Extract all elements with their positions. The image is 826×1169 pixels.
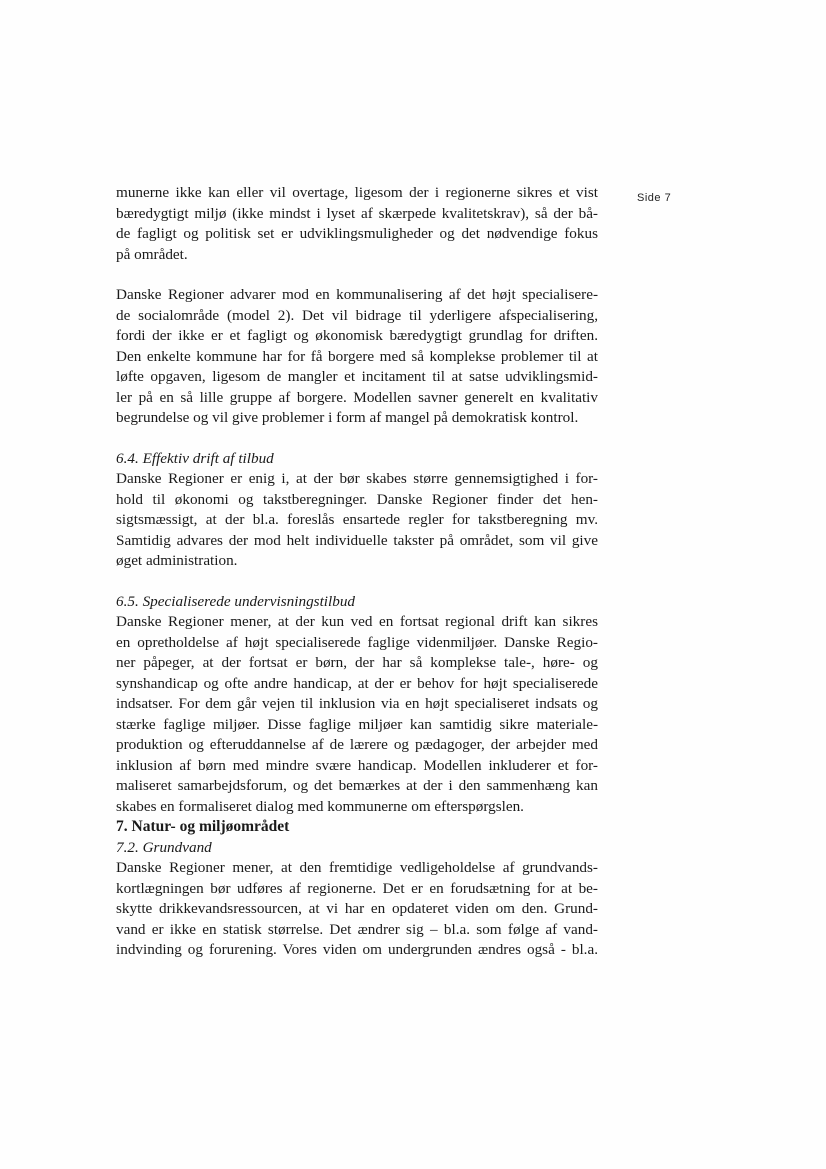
subheading-7-2: 7.2. Grundvand: [116, 838, 212, 856]
paragraph-undervisningstilbud: [116, 612, 598, 817]
text-line: indvinding og forurening. Vores viden om undergrunden ændres også - bl.a.: [116, 941, 598, 958]
text-line: de fagligt og politisk set er udviklingsmuligheder og det nødvendige fokus: [116, 225, 598, 242]
text-line: Den enkelte kommune har for få borgere med så komplekse problemer til at: [116, 347, 598, 365]
text-line: Samtidig advares der mod helt individuelle takster på området, som vil give: [116, 531, 598, 549]
paragraph-intro-continuation: [116, 183, 598, 265]
text-line: Danske Regioner advarer mod en kommunalisering af det højt specialisere-: [116, 286, 598, 303]
text-line: indsatser. For dem går vejen til inklusion via en højt specialiseret indsats og: [116, 695, 598, 712]
text-line: begrundelse og vil give problemer i form af mangel på demokratisk kontrol.: [116, 409, 579, 426]
text-line: en opretholdelse af højt specialiserede faglige videnmiljøer. Danske Regio-: [116, 633, 598, 651]
text-line: munerne ikke kan eller vil overtage, ligesom der i regionerne sikres et vist: [116, 184, 598, 201]
text-line: løfte opgaven, ligesom de mangler et incitament til at satse udviklingsmid-: [116, 368, 598, 385]
text-line: bæredygtigt miljø (ikke mindst i lyset af skærpede kvalitetskrav), så der bå-: [116, 204, 598, 222]
text-line: produktion og efteruddannelse af de lærere og pædagoger, der arbejder med: [116, 736, 598, 753]
subheading-6-5: 6.5. Specialiserede undervisningstilbud: [116, 592, 356, 610]
text-line: ner påpeger, at der fortsat er børn, der har så komplekse tale-, høre- og: [116, 654, 598, 671]
text-line: skabes en formaliseret dialog med kommunerne om efterspørgslen.: [116, 797, 524, 815]
page-number: Side 7: [637, 192, 672, 204]
text-line: stærke faglige miljøer. Disse faglige miljøer kan samtidig sikre materiale-: [116, 715, 598, 733]
text-column: [116, 183, 598, 961]
text-line: Danske Regioner mener, at den fremtidige vedligeholdelse af grundvands-: [116, 859, 598, 876]
subheading-6-4: 6.4. Effektiv drift af tilbud: [116, 449, 274, 467]
text-line: synshandicap og ofte andre handicap, at der er behov for højt specialiserede: [116, 674, 598, 692]
text-line: inklusion af børn med mindre svære handicap. Modellen inkluderer et for-: [116, 756, 598, 774]
text-line: fordi der ikke er et fagligt og økonomisk bæredygtigt grundlag for driften.: [116, 327, 598, 344]
text-line: ler på en så lille gruppe af borgere. Modellen savner generelt en kvalitativ: [116, 388, 598, 406]
section-heading-7: 7. Natur- og miljøområdet: [116, 818, 290, 835]
text-line: på området.: [116, 245, 188, 263]
text-line: Danske Regioner mener, at der kun ved en fortsat regional drift kan sikres: [116, 613, 598, 630]
text-line: sigtsmæssigt, at der bl.a. foreslås ensartede regler for takstberegning mv.: [116, 511, 598, 528]
paragraph-effektiv-drift: [116, 469, 598, 572]
paragraph-grundvand: [116, 858, 598, 961]
text-line: vand er ikke en statisk størrelse. Det ændrer sig – bl.a. som følge af vand-: [116, 920, 598, 938]
paragraph-kommunalisering: [116, 285, 598, 429]
text-line: øget administration.: [116, 552, 238, 569]
text-line: hold til økonomi og takstberegninger. Danske Regioner finder det hen-: [116, 490, 598, 508]
text-line: skytte drikkevandsressourcen, at vi har en opdateret viden om den. Grund-: [116, 900, 598, 917]
text-line: de socialområde (model 2). Det vil bidrage til yderligere afspecialisering,: [116, 306, 598, 324]
text-line: maliseret samarbejdsforum, og det bemærkes at der i den sammenhæng kan: [116, 777, 598, 794]
text-line: Danske Regioner er enig i, at der bør skabes større gennemsigtighed i for-: [116, 470, 598, 487]
text-line: kortlægningen bør udføres af regionerne. Det er en forudsætning for at be-: [116, 879, 598, 897]
